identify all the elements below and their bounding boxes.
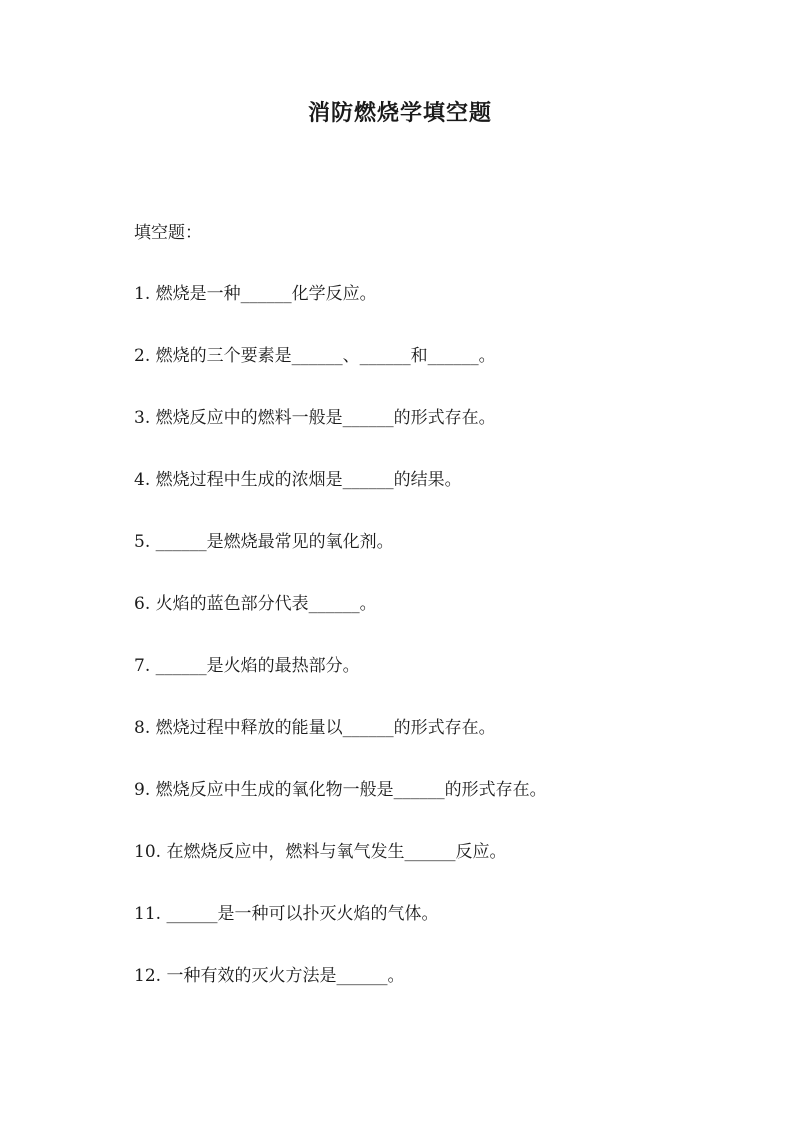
question-list [134,282,734,1026]
question-3: 3. 燃烧反应中的燃料一般是______的形式存在。 [134,408,496,428]
question-2: 2. 燃烧的三个要素是______、______和______。 [134,346,496,366]
question-4: 4. 燃烧过程中生成的浓烟是______的结果。 [134,470,462,490]
question-8: 8. 燃烧过程中释放的能量以______的形式存在。 [134,718,496,738]
question-5: 5. ______是燃烧最常见的氧化剂。 [134,532,394,552]
question-10: 10. 在燃烧反应中，燃料与氧气发生______反应。 [134,842,507,862]
question-12: 12. 一种有效的灭火方法是______。 [134,966,405,986]
question-11: 11. ______是一种可以扑灭火焰的气体。 [134,904,439,924]
question-9: 9. 燃烧反应中生成的氧化物一般是______的形式存在。 [134,780,547,800]
section-label: 填空题： [134,223,202,243]
question-7: 7. ______是火焰的最热部分。 [134,656,360,676]
question-6: 6. 火焰的蓝色部分代表______。 [134,594,377,614]
page-title: 消防燃烧学填空题 [307,100,492,126]
question-1: 1. 燃烧是一种______化学反应。 [134,284,377,304]
